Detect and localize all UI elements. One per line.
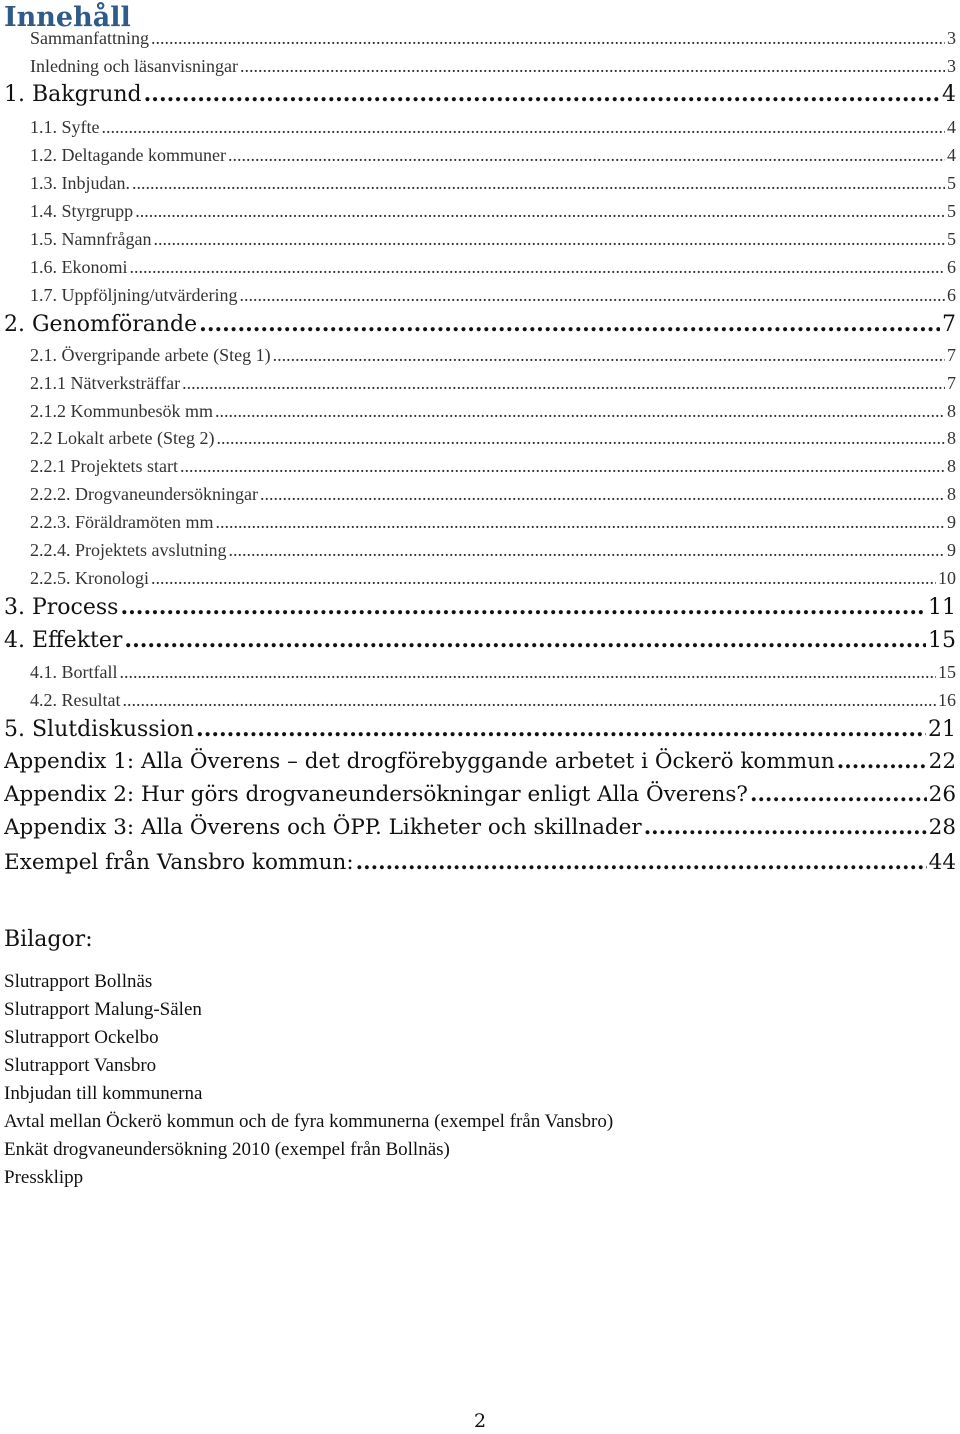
toc-entry-label: Appendix 3: Alla Överens och ÖPP. Likheter och skillnader xyxy=(4,815,642,840)
toc-leader xyxy=(180,454,945,478)
toc-entry[interactable] xyxy=(30,143,956,167)
toc-entry[interactable] xyxy=(30,688,956,712)
toc-entry-label: 2.2.1 Projektets start xyxy=(30,456,178,476)
toc-entry-label: 1.1. Syfte xyxy=(30,117,100,137)
toc-entry-page: 22 xyxy=(928,749,956,774)
toc-entry-page: 8 xyxy=(947,428,956,448)
toc-leader xyxy=(102,115,946,139)
toc-entry-label: 2.2.4. Projektets avslutning xyxy=(30,540,227,560)
toc-leader xyxy=(144,79,940,109)
toc-leader xyxy=(132,171,945,195)
page-number: 2 xyxy=(473,1410,487,1432)
toc-entry[interactable] xyxy=(4,780,956,810)
toc-entry[interactable] xyxy=(30,454,956,478)
toc-leader xyxy=(239,283,945,307)
toc-leader xyxy=(228,143,945,167)
toc-entry[interactable] xyxy=(4,813,956,843)
toc-leader xyxy=(135,199,945,223)
toc-entry[interactable] xyxy=(30,283,956,307)
toc-entry[interactable] xyxy=(4,309,956,339)
toc-entry-label: 2.2.2. Drogvaneundersökningar xyxy=(30,484,258,504)
toc-leader xyxy=(151,566,936,590)
toc-entry[interactable] xyxy=(30,54,956,78)
toc-entry[interactable] xyxy=(4,747,956,777)
toc-entry[interactable] xyxy=(30,660,956,684)
toc-entry[interactable] xyxy=(30,566,956,590)
toc-entry-label: Sammanfattning xyxy=(30,28,149,48)
attachment-item: Slutrapport Malung-Sälen xyxy=(4,999,202,1020)
toc-entry-label: 1.5. Namnfrågan xyxy=(30,229,152,249)
toc-entry-page: 3 xyxy=(947,28,956,48)
toc-entry-page: 4 xyxy=(947,117,956,137)
toc-entry-page: 8 xyxy=(947,484,956,504)
toc-entry[interactable] xyxy=(30,26,956,50)
toc-entry-label: 4.2. Resultat xyxy=(30,690,121,710)
toc-leader xyxy=(215,510,945,534)
toc-entry-label: 1.4. Styrgrupp xyxy=(30,201,134,221)
toc-entry-page: 8 xyxy=(947,401,956,421)
toc-leader xyxy=(216,426,945,450)
toc-entry-label: 5. Slutdiskussion xyxy=(4,717,195,742)
attachments-section xyxy=(4,924,944,1192)
toc-entry-label: 1. Bakgrund xyxy=(4,82,142,107)
toc-heading: Innehåll xyxy=(4,2,131,33)
toc-leader xyxy=(153,227,945,251)
toc-entry[interactable] xyxy=(4,714,956,744)
toc-entry-page: 5 xyxy=(947,229,956,249)
attachment-item: Slutrapport Bollnäs xyxy=(4,971,153,992)
toc-entry-page: 6 xyxy=(947,257,956,277)
toc-leader xyxy=(196,714,926,744)
toc-leader xyxy=(124,625,926,655)
toc-entry-label: 2.2.5. Kronologi xyxy=(30,568,149,588)
toc-entry-page: 11 xyxy=(928,595,956,620)
toc-entry-label: Exempel från Vansbro kommun: xyxy=(4,850,354,875)
toc-entry[interactable] xyxy=(30,199,956,223)
toc-entry[interactable] xyxy=(30,399,956,423)
toc-entry[interactable] xyxy=(4,625,956,655)
toc-leader xyxy=(240,54,945,78)
toc-entry-page: 9 xyxy=(947,540,956,560)
toc-entry[interactable] xyxy=(30,482,956,506)
toc-entry-page: 10 xyxy=(938,568,956,588)
attachments-heading: Bilagor: xyxy=(4,927,93,952)
toc-entry-page: 28 xyxy=(928,815,956,840)
toc-entry[interactable] xyxy=(30,255,956,279)
toc-entry-page: 3 xyxy=(947,56,956,76)
toc-entry-page: 16 xyxy=(938,690,956,710)
toc-entry-label: 2. Genomförande xyxy=(4,312,198,337)
toc-entry-label: 1.7. Uppföljning/utvärdering xyxy=(30,285,238,305)
attachment-item: Enkät drogvaneundersökning 2010 (exempel från Bollnäs) xyxy=(4,1139,450,1160)
attachment-item: Pressklipp xyxy=(4,1167,84,1188)
toc-entry-page: 8 xyxy=(947,456,956,476)
toc-leader xyxy=(182,371,945,395)
toc-entry[interactable] xyxy=(4,592,956,622)
toc-entry-page: 7 xyxy=(947,345,956,365)
toc-entry-page: 15 xyxy=(938,662,956,682)
toc-entry-label: 4.1. Bortfall xyxy=(30,662,118,682)
toc-entry-label: 2.2 Lokalt arbete (Steg 2) xyxy=(30,428,215,448)
toc-entry-page: 15 xyxy=(928,628,956,653)
toc-entry-page: 26 xyxy=(928,782,956,807)
toc-entry-label: Appendix 1: Alla Överens – det drogförebyggande arbetet i Öckerö kommun xyxy=(4,749,835,774)
toc-entry-page: 7 xyxy=(947,373,956,393)
toc-entry[interactable] xyxy=(30,510,956,534)
toc-entry-label: 1.3. Inbjudan. xyxy=(30,173,130,193)
toc-entry-label: Inledning och läsanvisningar xyxy=(30,56,238,76)
toc-entry[interactable] xyxy=(30,171,956,195)
toc-leader xyxy=(273,343,945,367)
toc-entry-label: 1.6. Ekonomi xyxy=(30,257,128,277)
toc-entry-page: 5 xyxy=(947,201,956,221)
toc-entry-label: 2.1.1 Nätverksträffar xyxy=(30,373,181,393)
toc-entry-label: 2.1. Övergripande arbete (Steg 1) xyxy=(30,345,271,365)
toc-entry[interactable] xyxy=(30,538,956,562)
toc-leader xyxy=(229,538,946,562)
toc-leader xyxy=(123,688,937,712)
toc-leader xyxy=(199,309,940,339)
toc-leader xyxy=(120,592,926,622)
toc-entry[interactable] xyxy=(30,426,956,450)
toc-entry-label: 3. Process xyxy=(4,595,119,620)
toc-entry-label: 1.2. Deltagande kommuner xyxy=(30,145,226,165)
toc-entry[interactable] xyxy=(30,115,956,139)
toc-entry[interactable] xyxy=(30,343,956,367)
toc-leader xyxy=(837,747,927,777)
toc-entry-page: 7 xyxy=(942,312,956,337)
toc-entry-page: 5 xyxy=(947,173,956,193)
toc-leader xyxy=(130,255,946,279)
toc-leader xyxy=(215,399,945,423)
toc-entry-page: 4 xyxy=(947,145,956,165)
attachment-item: Slutrapport Ockelbo xyxy=(4,1027,159,1048)
toc-leader xyxy=(260,482,945,506)
toc-entry-page: 4 xyxy=(942,82,956,107)
toc-entry-page: 9 xyxy=(947,512,956,532)
attachment-item: Slutrapport Vansbro xyxy=(4,1055,157,1076)
toc-entry-page: 21 xyxy=(928,717,956,742)
attachment-item: Avtal mellan Öckerö kommun och de fyra kommunerna (exempel från Vansbro) xyxy=(4,1111,614,1132)
toc-leader xyxy=(356,848,927,878)
toc-entry-page: 6 xyxy=(947,285,956,305)
toc-leader xyxy=(644,813,927,843)
toc-entry[interactable] xyxy=(30,371,956,395)
toc-entry-label: Appendix 2: Hur görs drogvaneundersökningar enligt Alla Överens? xyxy=(4,782,748,807)
toc-entry-label: 2.2.3. Föräldramöten mm xyxy=(30,512,214,532)
toc-entry-page: 44 xyxy=(928,850,956,875)
toc-entry-label: 2.1.2 Kommunbesök mm xyxy=(30,401,213,421)
toc-leader xyxy=(750,780,927,810)
toc-leader xyxy=(120,660,937,684)
toc-entry[interactable] xyxy=(4,848,956,878)
toc-entry-label: 4. Effekter xyxy=(4,628,123,653)
attachment-item: Inbjudan till kommunerna xyxy=(4,1083,203,1104)
toc-entry[interactable] xyxy=(4,79,956,109)
toc-entry[interactable] xyxy=(30,227,956,251)
toc-leader xyxy=(151,26,945,50)
